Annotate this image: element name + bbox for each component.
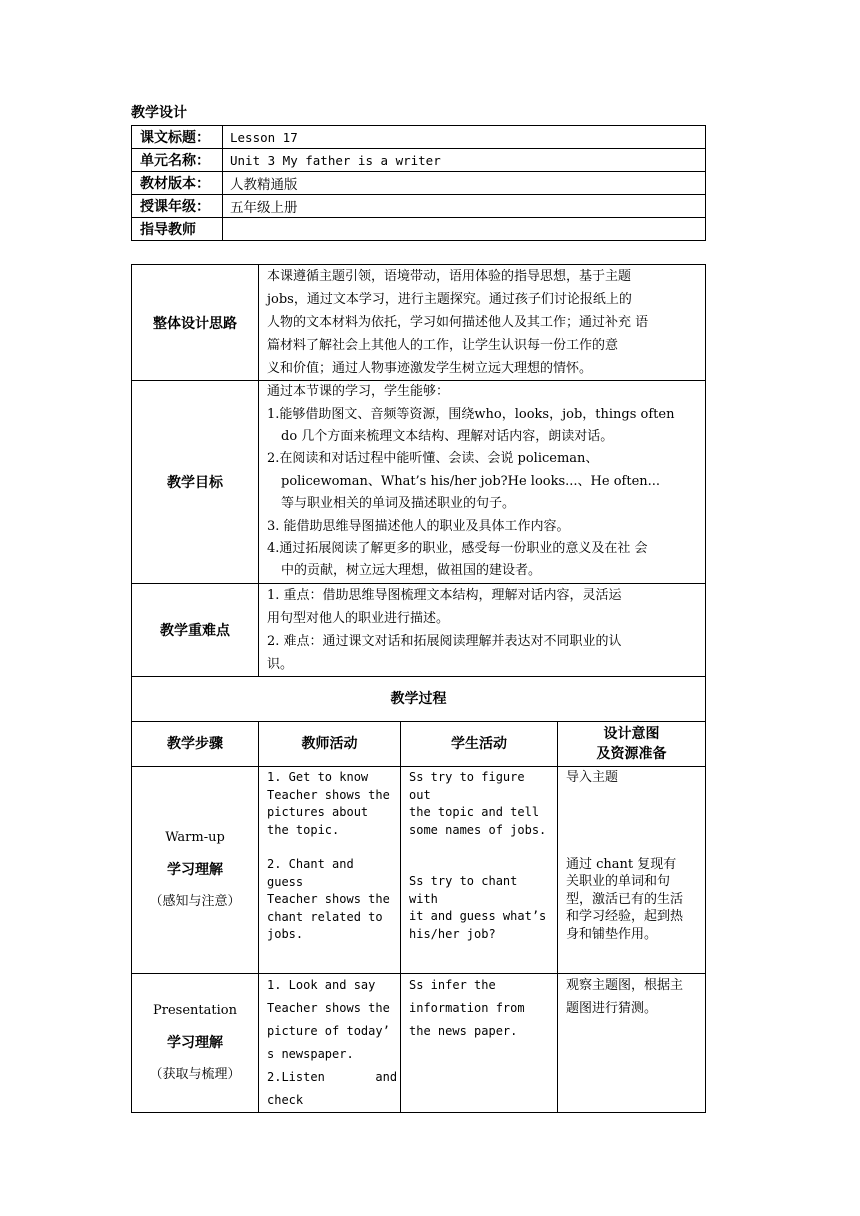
info-row-unit [132,149,706,172]
info-row-title [132,126,706,149]
goals-intro: 通过本节课的学习，学生能够： [267,384,450,400]
design-line: 篇材料了解社会上其他人的工作，让学生认识每一份工作的意 [267,338,619,353]
activity-line: his/her job? [409,926,496,941]
intent-line: 观察主题图，根据主 [566,978,684,993]
goal-line: 中的贡献，树立远大理想，做祖国的建设者。 [281,563,542,579]
intent-line: 导入主题 [566,770,619,785]
info-row-grade [132,195,706,218]
grade-value: 五年级上册 [223,195,706,218]
header-intent-line: 设计意图 [603,726,660,742]
activity-line: Ss try to chant with [409,874,518,906]
advisor-label: 指导教师 [132,218,223,241]
activity-line: Ss infer the [409,978,496,992]
activity-line: guess [267,874,304,889]
warmup-row [132,767,706,974]
activity-line: it and guess what’s [409,909,547,923]
activity-line: 1. Get to know [267,770,369,784]
activity-line: Ss try to figure out [409,770,525,802]
header-steps: 教学步骤 [132,722,259,767]
intent-line: 题图进行猜测。 [566,1001,658,1016]
process-header-row [132,722,706,767]
activity-line: s newspaper. [267,1047,354,1061]
goal-line: 1.能够借助图文、音频等资源，围绕who，looks，job，things often [267,406,675,422]
lesson-title-label: 课文标题： [132,126,223,149]
step-category: 学习理解 [167,862,223,878]
goal-line: 3. 能借助思维导图描述他人的职业及具体工作内容。 [267,518,570,534]
warmup-teacher-activity [259,767,401,974]
key-points-label: 教学重难点 [132,584,259,677]
lesson-title-value: Lesson 17 [223,126,706,149]
presentation-row [132,974,706,1113]
grade-label: 授课年级： [132,195,223,218]
activity-line: 1. Look and say [267,978,376,992]
design-text [259,265,706,381]
key-points-text [259,584,706,677]
design-line: 人物的文本材料为依托，学习如何描述他人及其工作；通过补充 语 [267,315,649,330]
goal-line: 4.通过拓展阅读了解更多的职业，感受每一份职业的意义及在社 会 [267,541,648,557]
step-name: Presentation [153,1003,237,1018]
step-note: （获取与梳理） [149,1067,241,1082]
activity-line: Teacher shows the [267,787,390,802]
intent-line: 身和铺垫作用。 [566,926,658,942]
goals-row [132,381,706,584]
activity-line: Teacher shows the [267,892,390,906]
header-student-activity: 学生活动 [401,722,558,767]
activity-line: chant related to [267,909,383,924]
header-design-intent [558,722,706,767]
step-category: 学习理解 [167,1035,223,1051]
goal-line: do 几个方面来梳理文本结构、理解对话内容，朗读对话。 [281,428,614,444]
lesson-plan-table [131,264,706,1113]
textbook-edition-label: 教材版本： [132,172,223,195]
document-title: 教学设计 [131,105,187,121]
activity-line: check [267,1093,304,1107]
goals-text [259,381,706,584]
presentation-student-activity [401,974,558,1113]
presentation-step [132,974,259,1113]
intent-line: 通过 chant 复现有 [566,856,677,872]
info-row-edition [132,172,706,195]
activity-line: the topic and tell [409,805,540,819]
activity-line: the topic. [267,822,340,837]
activity-line: jobs. [267,927,304,941]
design-row [132,265,706,381]
goal-line: 等与职业相关的单词及描述职业的句子。 [281,496,516,512]
intent-line: 和学习经验，起到热 [566,909,684,924]
activity-line: 2. Chant and [267,857,354,871]
info-table [131,125,706,241]
textbook-edition-value: 人教精通版 [223,172,706,195]
design-label: 整体设计思路 [132,265,259,381]
key-points-row [132,584,706,677]
key-point-line: 1. 重点：借助思维导图梳理文本结构，理解对话内容，灵活运 [267,588,622,603]
intent-line: 关职业的单词和句 [566,874,671,889]
activity-line: information from [409,1001,525,1015]
activity-line: some names of jobs. [409,822,547,837]
warmup-step [132,767,259,974]
warmup-student-activity [401,767,558,974]
activity-line: picture of today’ [267,1024,390,1038]
activity-line: Teacher shows the [267,1001,390,1015]
header-teacher-activity: 教师活动 [259,722,401,767]
header-intent-line: 及资源准备 [596,746,667,762]
info-row-advisor [132,218,706,241]
presentation-teacher-activity [259,974,401,1113]
unit-name-value: Unit 3 My father is a writer [223,149,706,172]
step-note: （感知与注意） [149,894,241,909]
goal-line: 2.在阅读和对话过程中能听懂、会读、会说 policeman、 [267,451,599,467]
process-title-row [132,677,706,722]
unit-name-label: 单元名称： [132,149,223,172]
activity-line: 2.Listen and [267,1070,398,1084]
key-point-line: 2. 难点：通过课文对话和拓展阅读理解并表达对不同职业的认 [267,634,622,649]
design-line: 本课遵循主题引领，语境带动，语用体验的指导思想，基于主题 [267,269,632,284]
key-point-line: 识。 [267,657,294,672]
design-line: 义和价值；通过人物事迹激发学生树立远大理想的情怀。 [267,361,593,376]
goal-line: policewoman、What’s his/her job?He looks...、He often... [281,473,661,489]
presentation-design-intent [558,974,706,1113]
intent-line: 型，激活已有的生活 [566,891,684,907]
warmup-design-intent [558,767,706,974]
goals-label: 教学目标 [132,381,259,584]
process-title: 教学过程 [132,677,706,722]
key-point-line: 用句型对他人的职业进行描述。 [267,611,450,626]
advisor-value [223,218,706,241]
design-line: jobs，通过文本学习，进行主题探究。通过孩子们讨论报纸上的 [267,292,632,307]
activity-line: pictures about [267,805,369,819]
step-name: Warm-up [165,830,225,845]
activity-line: the news paper. [409,1024,518,1038]
